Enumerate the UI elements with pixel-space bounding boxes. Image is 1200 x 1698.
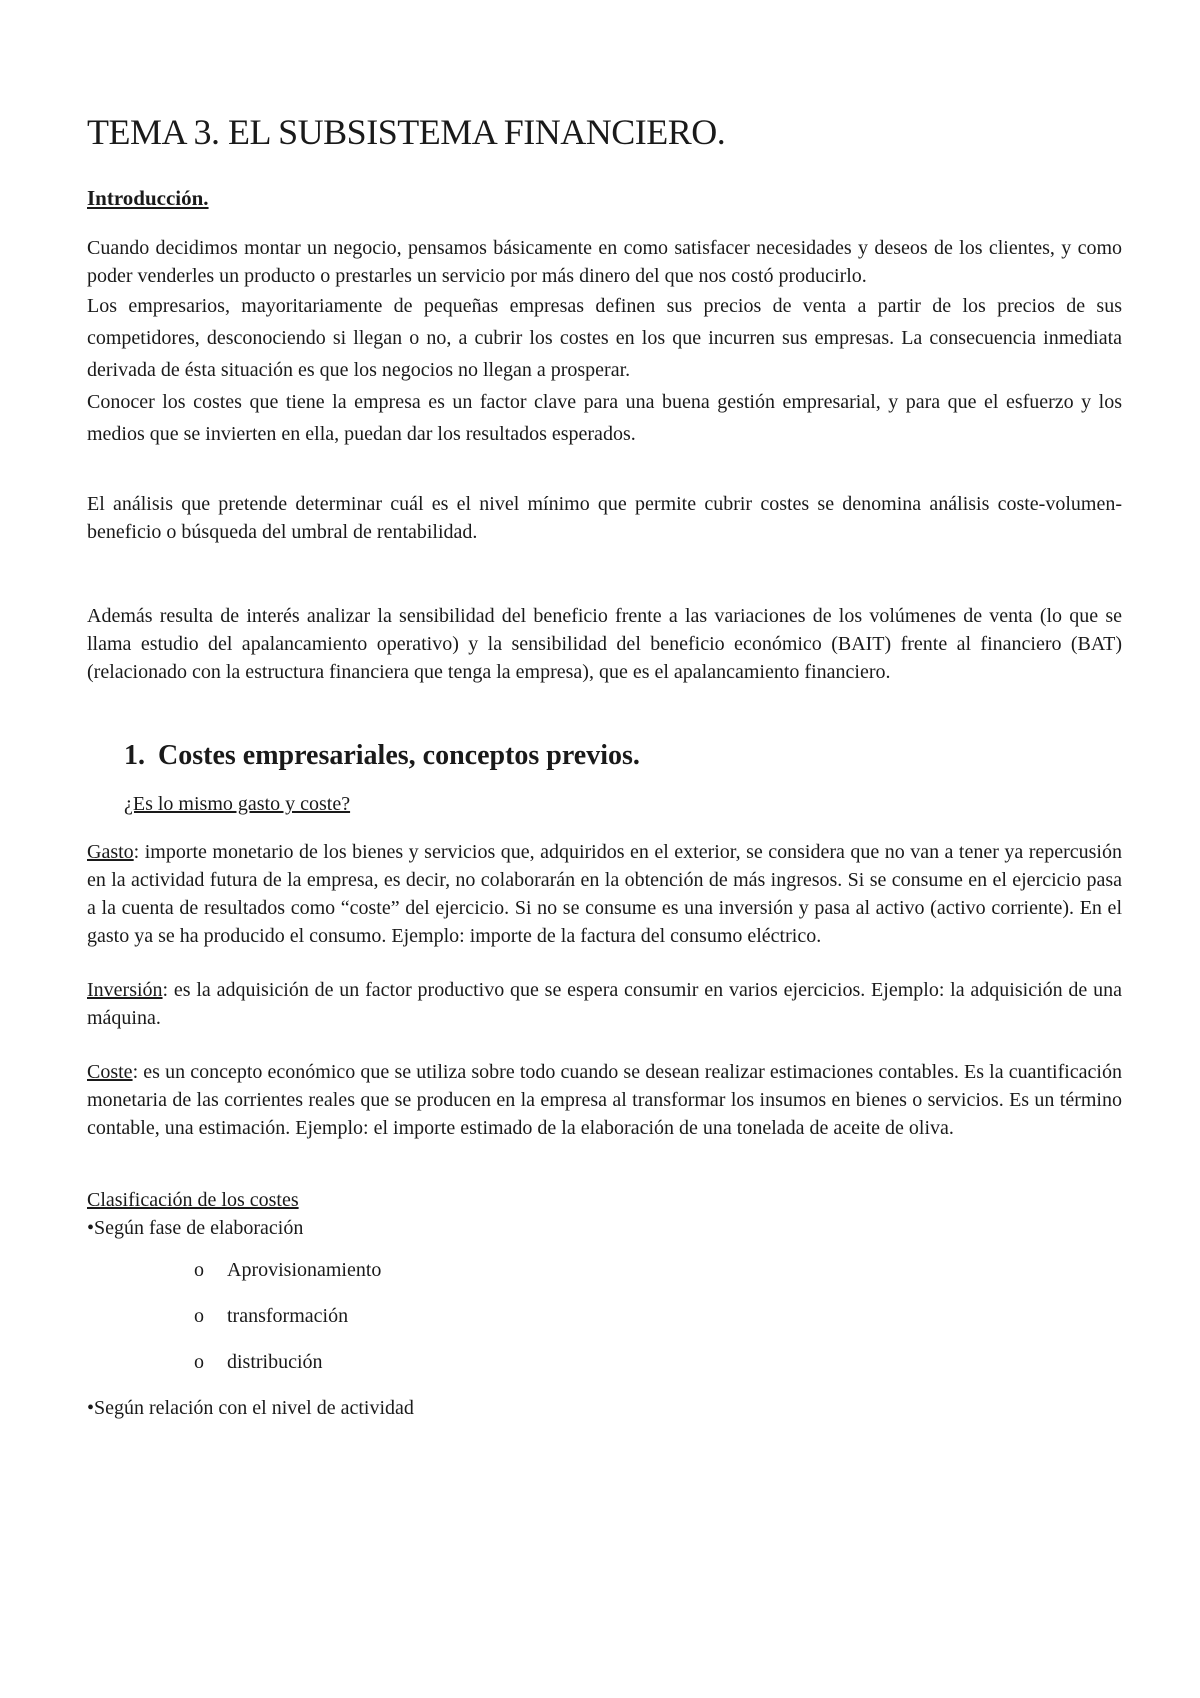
phase-list (87, 1256, 1122, 1376)
section-1-number: 1. (124, 740, 145, 771)
list-bullet: o (194, 1305, 204, 1327)
section-1-title: Costes empresariales, conceptos previos. (158, 740, 640, 771)
section-1-question: ¿Es lo mismo gasto y coste? (124, 793, 351, 815)
definition-term: Inversión (87, 979, 163, 1001)
intro-heading: Introducción. (87, 186, 209, 210)
intro-paragraph-1: Cuando decidimos montar un negocio, pensamos básicamente en como satisfacer necesidades y deseos de los clientes, y como poder venderles un producto o prestarles un servicio por más dinero del que nos costó producirlo. (87, 237, 1122, 287)
definition-term: Gasto (87, 841, 134, 863)
definition-coste (87, 1058, 1122, 1142)
intro-paragraph-2: Los empresarios, mayoritariamente de pequeñas empresas definen sus precios de venta a partir de los precios de sus competidores, desconociendo si llegan o no, a cubrir los costes en los que incurren sus empresas. La consecuencia inmediata derivada de ésta situación es que los negocios no llegan a prosperar. (87, 295, 1122, 381)
list-item-label: distribución (227, 1351, 323, 1373)
definition-gasto (87, 838, 1122, 950)
list-item (194, 1256, 1122, 1284)
criterion-phase: •Según fase de elaboración (87, 1217, 304, 1239)
list-bullet: o (194, 1259, 204, 1281)
list-item-label: transformación (227, 1305, 349, 1327)
list-item-label: Aprovisionamiento (227, 1259, 382, 1281)
classification-heading: Clasificación de los costes (87, 1189, 299, 1211)
intro-paragraph-4: El análisis que pretende determinar cuál es el nivel mínimo que permite cubrir costes se denomina análisis coste-volumen-beneficio o búsqueda del umbral de rentabilidad. (87, 493, 1122, 543)
definition-term: Coste (87, 1061, 133, 1083)
list-item (194, 1302, 1122, 1330)
definition-text: : importe monetario de los bienes y servicios que, adquiridos en el exterior, se considera que no van a tener ya repercusión en la actividad futura de la empresa, es decir, no colaborarán en la obtención de más ingresos. Si se consume en el ejercicio pasa a la cuenta de resultados como “coste” del ejercicio. Si no se consume es una inversión y pasa al activo (activo corriente). En el gasto ya se ha producido el consumo. Ejemplo: importe de la factura del consumo eléctrico. (87, 841, 1122, 947)
intro-paragraph-5: Además resulta de interés analizar la sensibilidad del beneficio frente a las variaciones de los volúmenes de venta (lo que se llama estudio del apalancamiento operativo) y la sensibilidad del beneficio económico (BAIT) frente al financiero (BAT) (relacionado con la estructura financiera que tenga la empresa), que es el apalancamiento financiero. (87, 605, 1122, 683)
list-bullet: o (194, 1351, 204, 1373)
document-title: TEMA 3. EL SUBSISTEMA FINANCIERO. (87, 112, 726, 152)
section-1-heading (87, 738, 1122, 774)
document-body (87, 108, 1122, 1422)
intro-paragraph-3: Conocer los costes que tiene la empresa es un factor clave para una buena gestión empresarial, y para que el esfuerzo y los medios que se invierten en ella, puedan dar los resultados esperados. (87, 391, 1122, 445)
criterion-activity: •Según relación con el nivel de actividad (87, 1397, 414, 1419)
definition-text: : es la adquisición de un factor productivo que se espera consumir en varios ejercicios. Ejemplo: la adquisición de una máquina. (87, 979, 1122, 1029)
definition-text: : es un concepto económico que se utiliza sobre todo cuando se desean realizar estimaciones contables. Es la cuantificación monetaria de las corrientes reales que se producen en la empresa al transformar los insumos en bienes o servicios. Es un término contable, una estimación. Ejemplo: el importe estimado de la elaboración de una tonelada de aceite de oliva. (87, 1061, 1122, 1139)
definition-inversion (87, 976, 1122, 1032)
list-item (194, 1348, 1122, 1376)
